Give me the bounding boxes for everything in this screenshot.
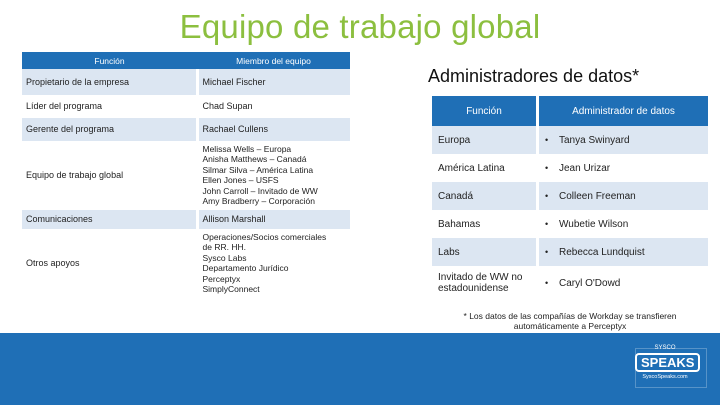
- role-cell: Equipo de trabajo global: [22, 141, 197, 209]
- member-cell: [197, 141, 350, 209]
- member-line: Operaciones/Socios comerciales: [202, 231, 327, 242]
- role-cell: Europa: [432, 126, 538, 154]
- member-line: Sysco Labs: [202, 252, 247, 263]
- logo-main-text: SPEAKS: [635, 353, 700, 372]
- table-row: [432, 210, 708, 238]
- bullet-icon: •: [545, 277, 549, 288]
- member-cell: Rachael Cullens: [197, 117, 350, 141]
- admin-cell: [538, 238, 709, 266]
- member-line: de RR. HH.: [202, 242, 246, 252]
- member-line: Silmar Silva – América Latina: [202, 164, 314, 175]
- table-row: [432, 154, 708, 182]
- role-cell: Labs: [432, 238, 538, 266]
- member-line: Amy Bradberry – Corporación: [202, 196, 315, 206]
- admin-name: Rebecca Lundquist: [559, 246, 645, 258]
- data-admins-table: [432, 96, 708, 300]
- role-cell: Comunicaciones: [22, 209, 197, 229]
- role-cell: Propietario de la empresa: [22, 69, 197, 95]
- admins-header-role: Función: [432, 96, 538, 126]
- member-cell: Allison Marshall: [197, 209, 350, 229]
- admin-cell: [538, 126, 709, 154]
- bullet-icon: •: [545, 218, 549, 229]
- table-row: [432, 238, 708, 266]
- admin-name: Wubetie Wilson: [559, 218, 629, 230]
- bullet-icon: •: [545, 162, 549, 173]
- admin-name: Jean Urizar: [559, 162, 611, 174]
- table-row: [432, 182, 708, 210]
- role-cell: Canadá: [432, 182, 538, 210]
- member-line: John Carroll – Invitado de WW: [202, 185, 318, 196]
- table-row: [22, 229, 350, 297]
- table-row: [22, 117, 350, 141]
- page-title: Equipo de trabajo global: [179, 8, 541, 45]
- role-cell: Líder del programa: [22, 95, 197, 117]
- role-cell: Bahamas: [432, 210, 538, 238]
- member-line: Melissa Wells – Europa: [202, 143, 292, 154]
- logo-top-text: SYSCO: [654, 345, 676, 351]
- data-admins-title: Administradores de datos*: [428, 66, 640, 86]
- table-row: [22, 69, 350, 95]
- member-cell: [197, 229, 350, 297]
- footnote: * Los datos de las compañías de Workday se transfieren automáticamente a Perceptyx: [463, 311, 677, 331]
- member-line: Ellen Jones – USFS: [202, 175, 279, 185]
- team-table-header-role: Función: [22, 52, 197, 69]
- bullet-icon: •: [545, 190, 549, 201]
- member-line: SimplyConnect: [202, 284, 260, 294]
- bullet-icon: •: [545, 246, 549, 257]
- admin-name: Colleen Freeman: [559, 190, 636, 202]
- role-cell: América Latina: [432, 154, 538, 182]
- member-cell: Chad Supan: [197, 95, 350, 117]
- admin-cell: [538, 154, 709, 182]
- table-row: [432, 126, 708, 154]
- member-line: Departamento Jurídico: [202, 263, 289, 273]
- member-line: Anisha Matthews – Canadá: [202, 154, 307, 164]
- sysco-speaks-logo: [635, 345, 695, 397]
- role-cell: Gerente del programa: [22, 117, 197, 141]
- admin-name: Tanya Swinyard: [559, 134, 630, 146]
- team-table-header-member: Miembro del equipo: [197, 52, 350, 69]
- table-row: [432, 266, 708, 300]
- admins-header-admin: Administrador de datos: [538, 96, 709, 126]
- role-cell: Otros apoyos: [22, 229, 197, 297]
- admin-name: Caryl O'Dowd: [559, 277, 621, 289]
- admin-cell: [538, 210, 709, 238]
- table-row: [22, 95, 350, 117]
- team-table: [22, 52, 350, 298]
- footer-band: [0, 333, 720, 405]
- member-line: Perceptyx: [202, 273, 241, 284]
- role-cell: Invitado de WW no estadounidense: [432, 266, 538, 300]
- table-row: [22, 209, 350, 229]
- member-cell: Michael Fischer: [197, 69, 350, 95]
- admin-cell: [538, 266, 709, 300]
- logo-url-text: SyscoSpeaks.com: [642, 374, 688, 380]
- bullet-icon: •: [545, 134, 549, 145]
- admin-cell: [538, 182, 709, 210]
- table-row: [22, 141, 350, 209]
